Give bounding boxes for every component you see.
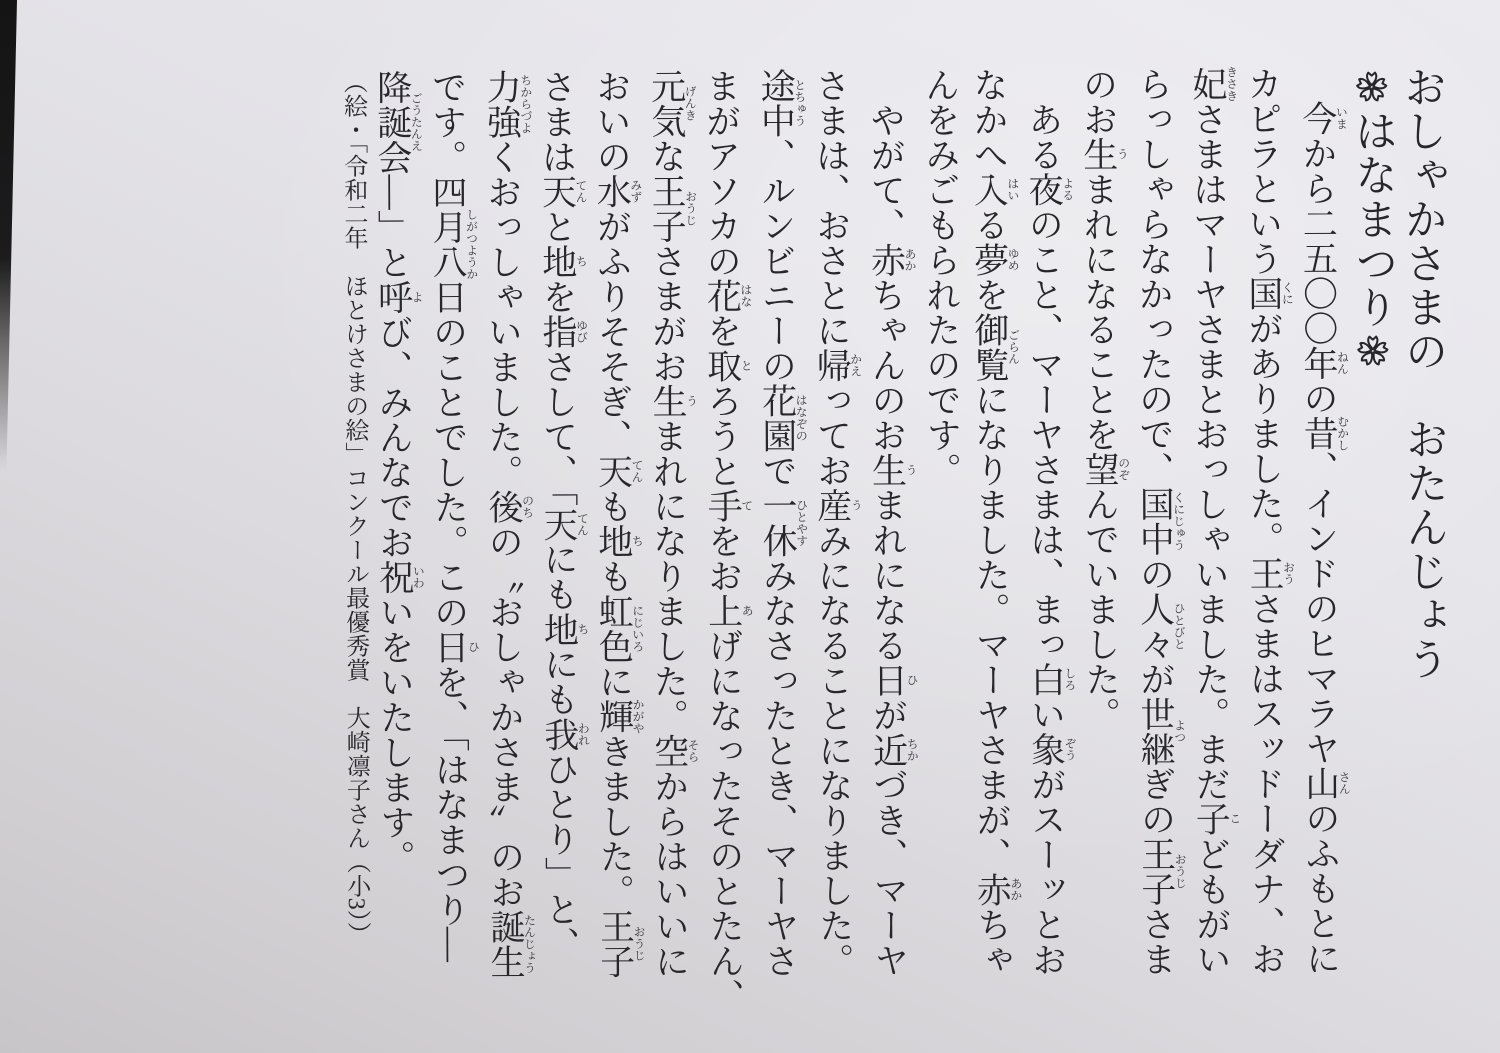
ruby-annotated-word: 夜よる	[1024, 171, 1075, 207]
ruby-annotated-word: 妃きさき	[1188, 65, 1239, 102]
ruby-annotated-word: 国くに	[1243, 275, 1295, 311]
flower-icon	[1354, 70, 1389, 105]
ruby-annotated-word: 呼よ	[373, 279, 425, 315]
ruby-annotated-word: 誕生たんじょう	[485, 908, 537, 980]
ruby-annotated-word: 象ぞう	[1026, 731, 1078, 767]
body-column-9: やがて、赤あかちゃんのお生うまれになる日ひが近ちかづき、マーヤ	[865, 102, 920, 978]
title-column-2: はなまつり	[1347, 65, 1401, 1034]
ruby-annotated-word: 空そら	[649, 733, 701, 769]
body-column-13: 元気げんきな王子おうじさまがお生うまれになりました。空そらからはいいに	[646, 68, 701, 979]
ruby-annotated-word: 後のち	[484, 488, 535, 525]
ruby-annotated-word: 王子おうじ	[647, 173, 698, 244]
body-column-8: んをみごもられたのです。	[920, 67, 962, 488]
ruby-annotated-word: 花園はなぞの	[757, 382, 809, 453]
body-column-16: 力強ちからづよくおっしゃいました。後のちの〝おしゃかさま〟のお誕生たんじょう	[482, 68, 537, 980]
ruby-annotated-word: 天てん	[593, 453, 645, 489]
ruby-annotated-word: 地ち	[539, 611, 590, 647]
ruby-annotated-word: 地ち	[537, 243, 589, 279]
ruby-annotated-word: 年ねん	[1298, 345, 1350, 381]
ruby-annotated-word: 夢ゆめ	[969, 241, 1021, 278]
ruby-annotated-word: 地ち	[593, 523, 645, 559]
ruby-annotated-word: 水みず	[592, 173, 643, 209]
body-column-12: まがアソカの花はなを取とろうと手てをお上あげになったそのとたん、	[701, 68, 755, 1014]
body-column-18: 降誕会ごうたんえ―」と呼よび、みんなでお祝いわいをいたします。	[372, 69, 426, 875]
ruby-annotated-word: 手て	[703, 487, 754, 524]
body-column-2: カピラという国くにがありました。王おうさまはスッドーダナ、お	[1242, 65, 1296, 976]
title-column-1: おしゃかさまの おたんじょう	[1397, 64, 1448, 682]
ruby-annotated-word: 我われ	[539, 716, 591, 752]
ruby-annotated-word: 取と	[702, 347, 754, 384]
ruby-annotated-word: 赤あか	[972, 871, 1024, 908]
body-column-15: さまは天てんと地ちを指ゆびさして、「天てんにも地ちにも我われひとり」と、	[536, 68, 591, 962]
body-column-4: らっしゃらなかったので、国中くにじゅうの人々ひとびとが世継よつぎの王子おうじさま	[1133, 66, 1188, 977]
body-column-7: なかへ入はいる夢ゆめを御覧ごらんになりました。マーヤさまが、赤あかちゃ	[968, 66, 1024, 978]
ruby-annotated-word: 花はな	[702, 277, 753, 314]
flower-icon	[1355, 333, 1390, 368]
body-column-6: ある夜よるのこと、マーヤさまは、まっ白しろい象ぞうがスーッとお	[1023, 101, 1078, 977]
ruby-annotated-word: 元気げんき	[646, 68, 698, 139]
ruby-annotated-word: 世継よつ	[1135, 696, 1187, 767]
ruby-annotated-word: 山さん	[1300, 765, 1352, 801]
body-column-3: 妃きさきさまはマーヤさまとおっしゃいました。まだ子こどもがい	[1188, 65, 1242, 977]
ruby-annotated-word: 上あ	[703, 592, 755, 629]
ruby-annotated-word: 人々ひとびと	[1135, 591, 1187, 662]
ruby-annotated-word: 日ひ	[429, 629, 481, 665]
body-column-10: さまは、おさとに帰かえってお産うみになることになりました。	[810, 67, 864, 978]
body-column-1: 今いまから二五〇〇年ねんの昔むかし、インドのヒマラヤ山さんのふもとに	[1297, 100, 1352, 976]
ruby-annotated-word: 虹色にじいろ	[594, 593, 645, 664]
ruby-annotated-word: 天てん	[538, 506, 590, 542]
ruby-annotated-word: 天てん	[537, 173, 589, 209]
ruby-annotated-word: 国中くにじゅう	[1135, 486, 1186, 557]
body-column-17: です。四月八日しがつようかのことでした。この日ひを、「はなまつり―	[427, 69, 481, 962]
body-column-5: のお生うまれになることを望のぞんでいました。	[1078, 66, 1131, 732]
ruby-annotated-word: 指ゆび	[538, 313, 589, 349]
body-column-11: 途中とちゅう、ルンビニーの花園はなぞので一休ひとやすみなさったとき、マーヤさ	[756, 67, 809, 978]
ruby-annotated-word: 日ひ	[868, 662, 919, 698]
ruby-annotated-word: 王子おうじ	[595, 908, 647, 979]
ruby-annotated-word: 近ちか	[868, 732, 920, 768]
ruby-annotated-word: 帰かえ	[812, 347, 863, 383]
ruby-annotated-word: 祝いわ	[374, 559, 426, 595]
ruby-annotated-word: 王おう	[1244, 555, 1296, 591]
body-column-14: おいの水みずがふりそそぎ、天てんも地ちも虹色にじいろに輝かがやきました。王子おうじ	[591, 68, 647, 979]
ruby-annotated-word: 御覧ごらん	[969, 311, 1021, 383]
ruby-annotated-word: 子こ	[1191, 801, 1242, 837]
ruby-annotated-word: 途中とちゅう	[756, 67, 807, 138]
ruby-annotated-word: 昔むかし	[1299, 415, 1350, 451]
ruby-annotated-word: 四月八日しがつようか	[427, 174, 479, 315]
ruby-annotated-word: 降誕会ごうたんえ	[372, 69, 424, 175]
ruby-annotated-word: 王子おうじ	[1136, 836, 1188, 907]
ruby-annotated-word: 生う	[647, 383, 699, 419]
ruby-annotated-word: 生う	[1078, 136, 1130, 172]
credit-column: （絵・「令和二年 ほとけさまの絵」コンクール最優秀賞 大崎凛子さん（小3））	[339, 69, 370, 946]
ruby-annotated-word: 産う	[812, 487, 864, 523]
ruby-annotated-word: 望のぞ	[1080, 451, 1131, 487]
ruby-annotated-word: 今いま	[1297, 100, 1349, 136]
ruby-annotated-word: 白しろ	[1026, 661, 1077, 697]
ruby-annotated-word: 生う	[867, 452, 919, 488]
ruby-annotated-word: 赤あか	[866, 242, 918, 278]
ruby-annotated-word: 力強ちからづよ	[482, 68, 533, 140]
ruby-annotated-word: 入はい	[969, 171, 1020, 208]
ruby-annotated-word: 一休ひとやす	[757, 487, 809, 558]
ruby-annotated-word: 輝かがや	[594, 698, 646, 735]
